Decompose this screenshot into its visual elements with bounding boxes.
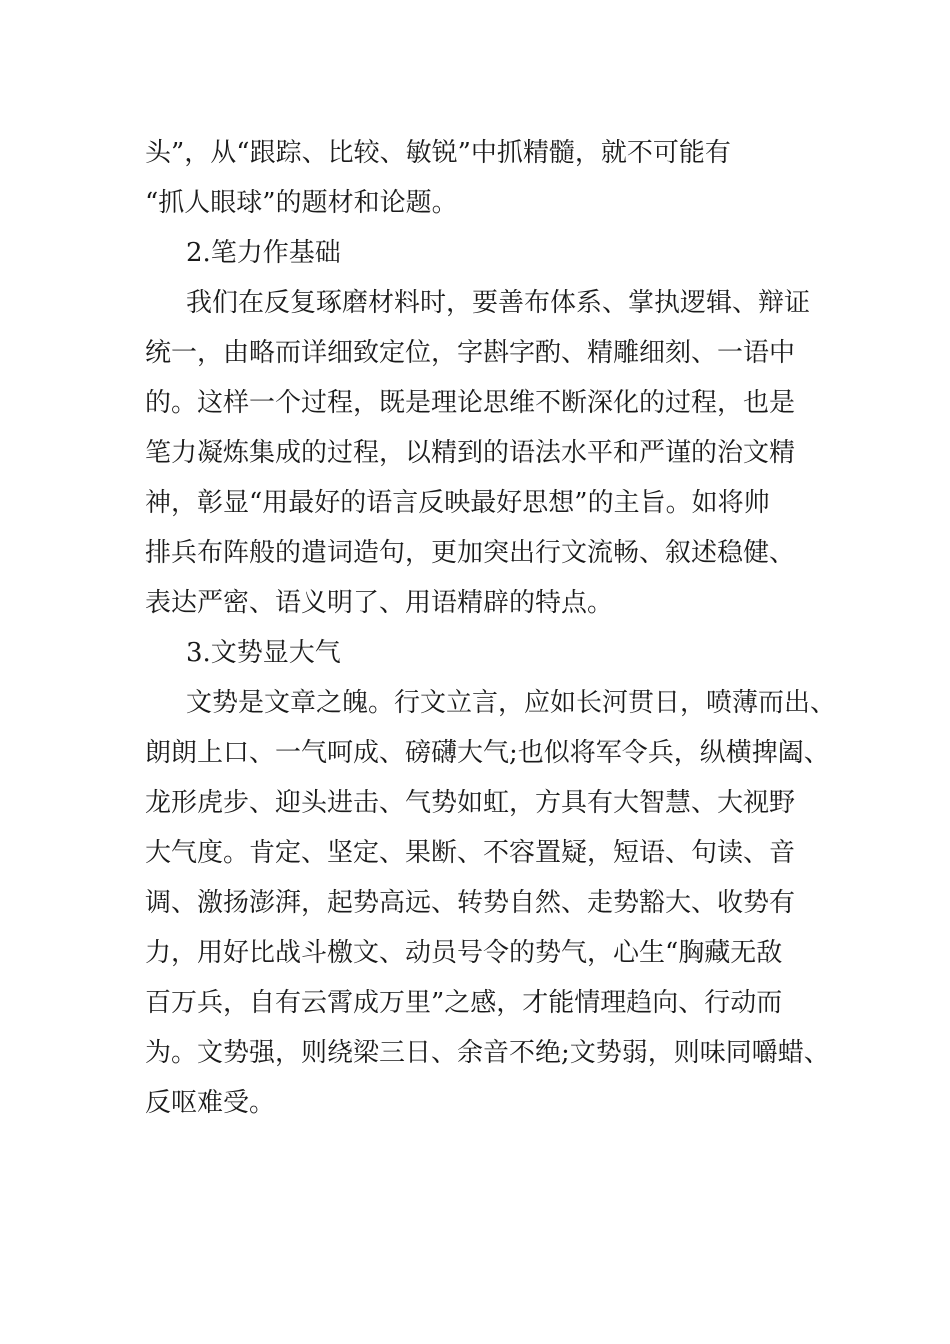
text-line: 百万兵，自有云霄成万里”之感，才能情理趋向、行动而 bbox=[145, 988, 783, 1018]
text-line: 朗朗上口、一气呵成、磅礴大气;也似将军令兵，纵横捭阖、 bbox=[145, 738, 830, 768]
text-line: 调、激扬澎湃，起势高远、转势自然、走势豁大、收势有 bbox=[145, 888, 796, 918]
text-line: 头”，从“跟踪、比较、敏锐”中抓精髓，就不可能有 bbox=[145, 138, 731, 168]
text-line: 为。文势强，则绕梁三日、余音不绝;文势弱，则味同嚼蜡、 bbox=[145, 1038, 830, 1068]
section-heading: 3.文势显大气 bbox=[186, 638, 341, 668]
text-line: 的。这样一个过程，既是理论思维不断深化的过程，也是 bbox=[145, 388, 796, 418]
paragraph-first-line: 文势是文章之魄。行文立言，应如长河贯日，喷薄而出、 bbox=[186, 688, 837, 718]
text-line: 表达严密、语义明了、用语精辟的特点。 bbox=[145, 588, 614, 618]
paragraph-first-line: 我们在反复琢磨材料时，要善布体系、掌执逻辑、辩证 bbox=[186, 288, 811, 318]
text-line: 龙形虎步、迎头进击、气势如虹，方具有大智慧、大视野 bbox=[145, 788, 796, 818]
text-line: 反呕难受。 bbox=[145, 1088, 276, 1118]
text-line: 神，彰显“用最好的语言反映最好思想”的主旨。如将帅 bbox=[145, 488, 770, 518]
section-heading: 2.笔力作基础 bbox=[186, 238, 341, 268]
text-line: “抓人眼球”的题材和论题。 bbox=[145, 188, 458, 218]
text-line: 排兵布阵般的遣词造句，更加突出行文流畅、叙述稳健、 bbox=[145, 538, 796, 568]
text-line: 力，用好比战斗檄文、动员号令的势气，心生“胸藏无敌 bbox=[145, 938, 783, 968]
text-line: 统一，由略而详细致定位，字斟字酌、精雕细刻、一语中 bbox=[145, 338, 796, 368]
text-line: 笔力凝炼集成的过程，以精到的语法水平和严谨的治文精 bbox=[145, 438, 796, 468]
text-line: 大气度。肯定、坚定、果断、不容置疑，短语、句读、音 bbox=[145, 838, 796, 868]
